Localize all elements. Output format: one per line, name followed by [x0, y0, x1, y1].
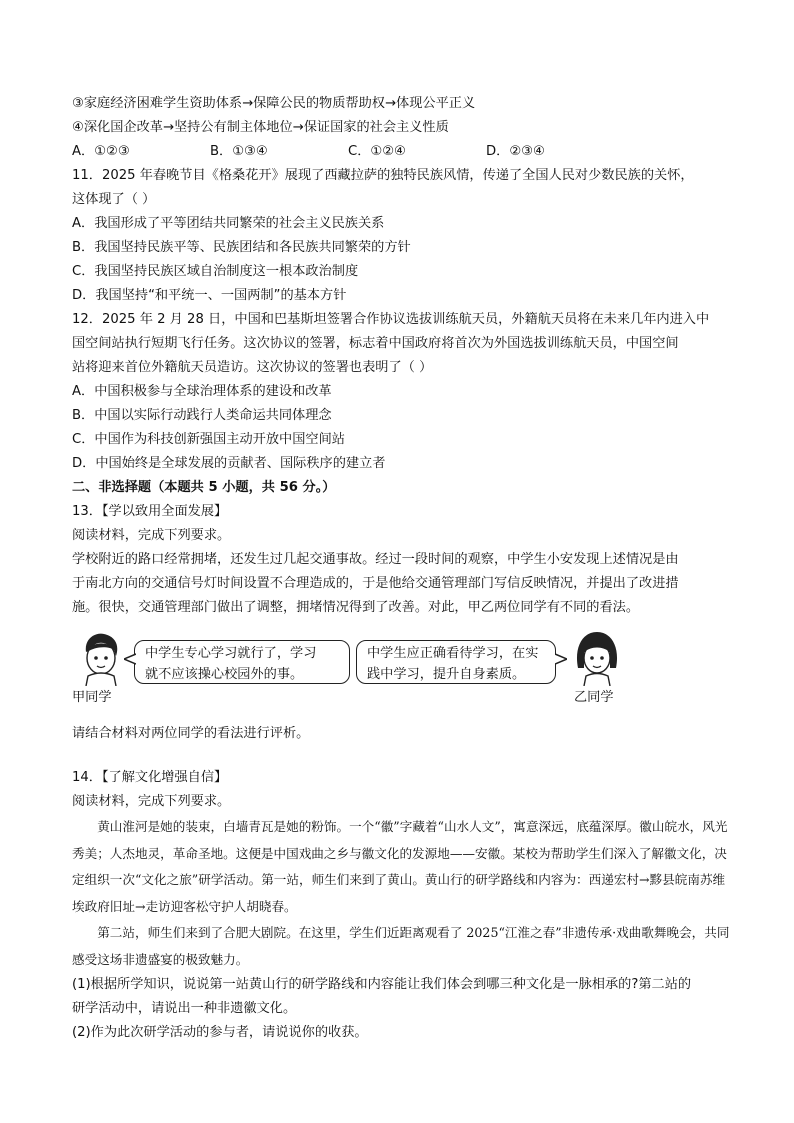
spacer [72, 746, 732, 766]
q12-option-d: D．中国始终是全球发展的贡献者、国际秩序的建立者 [72, 456, 386, 471]
q11-stem-line: 这体现了（ ） [72, 192, 156, 207]
girl-student-icon [572, 628, 622, 686]
q12-option-a: A．中国积极参与全球治理体系的建设和改革 [72, 384, 332, 399]
q14-title: 14．【了解文化增强自信】 [72, 770, 228, 785]
q10-choice-c: C．①②④ [348, 144, 406, 159]
q11-option-c: C．我国坚持民族区域自治制度这一根本政治制度 [72, 264, 359, 279]
exam-page [72, 92, 732, 1045]
bubble-b-tail [555, 652, 567, 666]
q11-option-d: D．我国坚持“和平统一、一国两制”的基本方针 [72, 288, 347, 303]
bubble-a-tail [124, 652, 136, 666]
student-b-speech-bubble [356, 640, 556, 684]
q14-para2-text: 第二站，师生们来到了合肥大剧院。在这里，学生们近距离观看了 2025“江淮之春”非遗传承·戏曲歌 [97, 925, 654, 940]
q10-option-4: ④深化国企改革→坚持公有制主体地位→保证国家的社会主义性质 [72, 120, 449, 135]
section-2-heading: 二、非选择题（本题共 5 小题，共 56 分。） [72, 480, 336, 495]
bubble-a-line: 中学生专心学习就行了，学习 [145, 646, 317, 661]
q12-stem-line: 站将迎来首位外籍航天员造访。这次协议的签署也表明了（ ） [72, 360, 433, 375]
q10-choice-d: D．②③④ [486, 144, 545, 159]
bubble-b-line: 中学生应正确看待学习，在实 [367, 646, 539, 661]
q11-option-b: B．我国坚持民族平等、民族团结和各民族共同繁荣的方针 [72, 240, 411, 255]
q13-dialog-figure [72, 628, 732, 720]
bubble-a-line: 就不应该操心校园外的事。 [145, 667, 304, 682]
q12-option-c: C．中国作为科技创新强国主动开放中国空间站 [72, 432, 345, 447]
q13-material-line: 于南北方向的交通信号灯时间设置不合理造成的，于是他给交通管理部门写信反映情况，并提出了改进措 [72, 576, 679, 591]
q12-stem-line: 12．2025 年 2 月 28 日，中国和巴基斯坦签署合作协议选拔训练航天员，外籍航天员将在未来几年内进入中 [72, 312, 710, 327]
q14-subquestion-2: (2)作为此次研学活动的参与者，请说说你的收获。 [72, 1025, 368, 1040]
q11-option-a: A．我国形成了平等团结共同繁荣的社会主义民族关系 [72, 216, 385, 231]
q10-choices [72, 140, 732, 164]
q10-choice-b: B．①③④ [210, 144, 268, 159]
bubble-b-line: 践中学习，提升自身素质。 [367, 667, 526, 682]
q14-para1-text: 山皖水，风光秀美；人杰地灵，革命圣地。这便是中国戏曲之乡与徽文化的发源地——安徽。某校为帮助 [72, 819, 728, 861]
q11-stem-line: 11．2025 年春晚节目《格桑花开》展现了西藏拉萨的独特民族风情，传递了全国人民对少数民族的关怀， [72, 168, 694, 183]
q14-para1-text: 学生们深入了解徽文化，决定组织一次“文化之旅”研学活动。第一站，师生们来到了黄山。黄山行的研学路 [72, 845, 727, 887]
q14-material-paragraph-1 [72, 814, 732, 920]
student-a-label: 甲同学 [72, 690, 112, 705]
boy-student-icon [78, 630, 124, 686]
q14-para1-text: 黄山淮河是她的装束，白墙青瓦是她的粉饰。一个“徽”字藏着“山水人文”，寓意深远，底蕴深厚。徽 [97, 819, 652, 834]
q10-option-3: ③家庭经济困难学生资助体系→保障公民的物质帮助权→体现公平正义 [72, 96, 476, 111]
q13-instruction: 阅读材料，完成下列要求。 [72, 528, 231, 543]
q13-title: 13．【学以致用全面发展】 [72, 504, 228, 519]
q12-option-b: B．中国以实际行动践行人类命运共同体理念 [72, 408, 332, 423]
q14-subquestion-1: (1)根据所学知识，说说第一站黄山行的研学路线和内容能让我们体会到哪三种文化是一脉相承的?第二站的 [72, 977, 692, 992]
student-a-speech-bubble [134, 640, 350, 684]
student-b-label: 乙同学 [574, 690, 614, 705]
q14-subquestion-1: 研学活动中，请说出一种非遗徽文化。 [72, 1001, 297, 1016]
q13-question: 请结合材料对两位同学的看法进行评析。 [72, 726, 310, 741]
q10-choice-a: A．①②③ [72, 144, 130, 159]
q14-instruction: 阅读材料，完成下列要求。 [72, 794, 231, 809]
q13-material-line: 学校附近的路口经常拥堵，还发生过几起交通事故。经过一段时间的观察，中学生小安发现上述情况是由 [72, 552, 679, 567]
q14-para1-text: 线和内容为：西递宏村→黟县皖南苏维埃政府旧址→走访迎客松守护人胡晓春。 [72, 872, 726, 914]
q12-stem-line: 国空间站执行短期飞行任务。这次协议的签署，标志着中国政府将首次为外国选拔训练航天员，中国空间 [72, 336, 679, 351]
q13-material-line: 施。很快，交通管理部门做出了调整，拥堵情况得到了改善。对此，甲乙两位同学有不同的看法。 [72, 600, 640, 615]
q14-material-paragraph-2 [72, 920, 732, 973]
q14-para2-text: 舞晚会，共同感受这场非遗盛宴的极致魅力。 [72, 925, 730, 967]
